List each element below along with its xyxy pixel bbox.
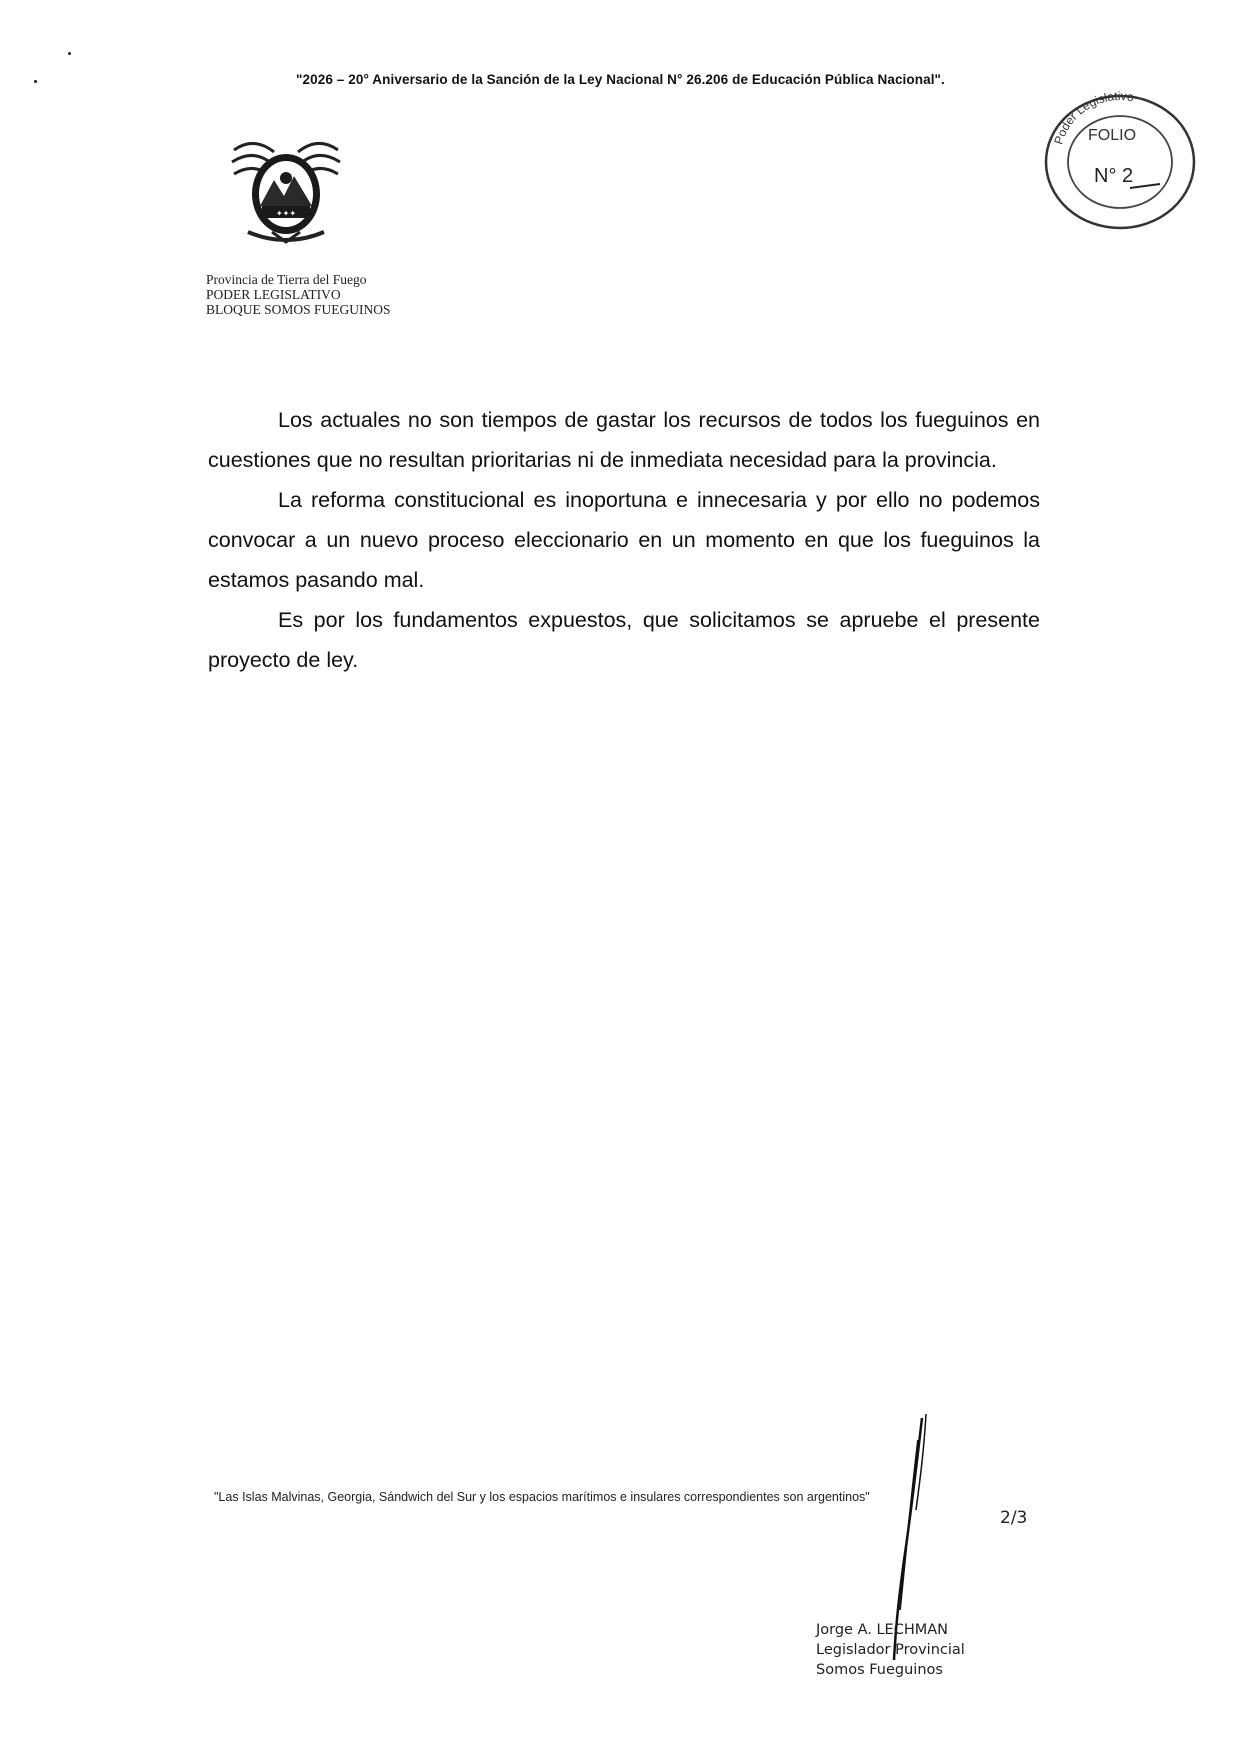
body-paragraph: La reforma constitucional es inoportuna e innecesaria y por ello no podemos convocar a un nuevo proceso eleccionario en un momento en que los fueguinos la estamos pasando mal. — [208, 488, 1040, 592]
signer-party: Somos Fueguinos — [816, 1662, 943, 1678]
body-paragraph: Es por los fundamentos expuestos, que solicitamos se apruebe el presente proyecto de ley. — [208, 608, 1040, 672]
organization-block — [206, 272, 391, 317]
page-number: 2/3 — [1000, 1508, 1028, 1528]
scan-speck — [34, 80, 37, 83]
stamp-folio-number: N° 2 — [1094, 165, 1134, 187]
stamp-folio-label: FOLIO — [1088, 127, 1137, 144]
scan-speck — [68, 52, 71, 55]
header-motto: "2026 – 20° Aniversario de la Sanción de la Ley Nacional N° 26.206 de Educación Pública Nacional". — [296, 72, 945, 87]
footer-motto: "Las Islas Malvinas, Georgia, Sándwich del Sur y los espacios marítimos e insulares correspondientes son argentinos" — [214, 1490, 870, 1504]
coat-of-arms-icon — [226, 136, 346, 248]
body-paragraph: Los actuales no son tiempos de gastar los recursos de todos los fueguinos en cuestiones que no resultan prioritarias ni de inmediata necesidad para la provincia. — [208, 408, 1040, 472]
stamp-ring-text: Poder Legislativo — [1051, 88, 1135, 147]
svg-text:✦✦✦: ✦✦✦ — [275, 209, 297, 218]
org-province: Provincia de Tierra del Fuego — [206, 272, 367, 287]
signer-role: Legislador Provincial — [816, 1642, 965, 1658]
signature-block — [816, 1620, 965, 1680]
document-body — [208, 400, 1040, 680]
org-bloc: BLOQUE SOMOS FUEGUINOS — [206, 302, 391, 317]
org-power: PODER LEGISLATIVO — [206, 287, 341, 302]
signer-name: Jorge A. LECHMAN — [816, 1622, 949, 1638]
folio-stamp — [1030, 80, 1210, 240]
